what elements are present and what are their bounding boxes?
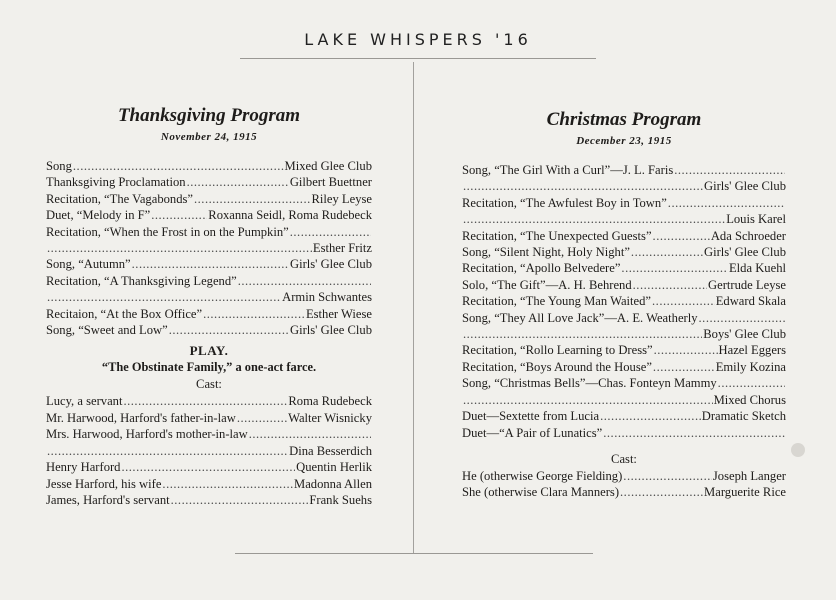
line-label: Song, “Autumn”	[46, 257, 131, 272]
program-line	[462, 425, 786, 441]
program-line	[462, 277, 786, 293]
program-line	[462, 260, 786, 276]
top-rule	[240, 58, 596, 59]
line-label: Duet—Sextette from Lucia	[462, 409, 600, 424]
christmas-program	[462, 108, 786, 501]
line-value: Madonna Allen	[294, 476, 372, 491]
line-value: Louis Karel	[726, 212, 786, 227]
dot-leader	[238, 273, 371, 289]
christmas-title: Christmas Program	[546, 109, 702, 130]
line-label: Recitation, “The Awfulest Boy in Town”	[462, 195, 667, 210]
dot-leader	[463, 392, 713, 408]
line-label: Duet—“A Pair of Lunatics”	[462, 425, 603, 440]
dot-leader	[621, 260, 728, 276]
dot-leader	[73, 158, 284, 174]
program-line	[46, 240, 372, 256]
play-heading: PLAY.	[189, 343, 229, 359]
line-label: Song, “They All Love Jack”—A. E. Weatherly	[462, 310, 698, 325]
program-line	[462, 310, 786, 326]
line-value: Girls' Glee Club	[289, 323, 372, 338]
line-value: Frank Suehs	[309, 492, 372, 507]
program-line	[462, 228, 786, 244]
program-line	[462, 162, 786, 178]
program-line	[46, 306, 372, 322]
thanksgiving-title: Thanksgiving Program	[117, 105, 301, 126]
line-label: She (otherwise Clara Manners)	[462, 485, 620, 500]
line-label: Lucy, a servant	[46, 394, 123, 409]
program-line	[46, 191, 372, 207]
dot-leader	[171, 492, 309, 508]
dot-leader	[633, 277, 707, 293]
line-value: Girls' Glee Club	[703, 245, 786, 260]
thanksgiving-date: November 24, 1915	[160, 131, 258, 143]
line-value: Emily Kozina	[715, 359, 786, 374]
line-label: He (otherwise George Fielding)	[462, 468, 623, 483]
program-line	[46, 256, 372, 272]
program-line	[462, 468, 786, 484]
program-line	[462, 178, 786, 194]
thanksgiving-items	[46, 158, 372, 338]
dot-leader	[47, 443, 288, 459]
line-value: Elda Kuehl	[728, 261, 786, 276]
program-line	[46, 443, 372, 459]
line-value: Riley Leyse	[311, 191, 372, 206]
program-line	[46, 224, 372, 240]
dot-leader	[623, 468, 712, 484]
dot-leader	[653, 228, 710, 244]
sketch-cast-list	[462, 468, 786, 501]
line-value: Girls' Glee Club	[703, 179, 786, 194]
dot-leader	[47, 240, 312, 256]
line-value: Hazel Eggers	[718, 343, 786, 358]
page-header: LAKE WHISPERS '16	[304, 30, 532, 49]
paper-spot	[791, 443, 805, 457]
dot-leader	[699, 310, 785, 326]
play-subtitle: “The Obstinate Family,” a one-act farce.	[101, 360, 317, 375]
dot-leader	[187, 174, 289, 190]
program-line	[46, 207, 372, 223]
dot-leader	[653, 359, 715, 375]
dot-leader	[132, 256, 289, 272]
line-value: Walter Wisnicky	[288, 410, 372, 425]
sketch-cast-heading: Cast:	[611, 451, 637, 466]
line-label: Mrs. Harwood, Harford's mother-in-law	[46, 427, 248, 442]
line-label: Recitation, “The Young Man Waited”	[462, 294, 652, 309]
line-label: Recitation, “The Vagabonds”	[46, 191, 193, 206]
program-line	[46, 273, 372, 289]
program-line	[46, 476, 372, 492]
line-value: Roxanna Seidl, Roma Rudebeck	[208, 208, 372, 223]
program-line	[462, 392, 786, 408]
line-label: Song, “Christmas Bells”—Chas. Fonteyn Mammy	[462, 376, 717, 391]
program-line	[462, 326, 786, 342]
program-line	[462, 244, 786, 260]
program-line	[46, 158, 372, 174]
dot-leader	[121, 459, 295, 475]
dot-leader	[631, 244, 703, 260]
program-line	[462, 195, 786, 211]
line-label: Mr. Harwood, Harford's father-in-law	[46, 410, 236, 425]
line-value: Edward Skala	[715, 294, 786, 309]
line-label: Recitation, “Boys Around the House”	[462, 359, 652, 374]
line-value: Dramatic Sketch	[701, 409, 786, 424]
program-line	[462, 211, 786, 227]
line-label: Jesse Harford, his wife	[46, 476, 162, 491]
program-line	[46, 492, 372, 508]
dot-leader	[169, 322, 289, 338]
line-label: Duet, “Melody in F”	[46, 208, 151, 223]
program-line	[46, 393, 372, 409]
line-value: Mixed Chorus	[713, 392, 786, 407]
dot-leader	[620, 484, 703, 500]
line-label: Song, “Sweet and Low”	[46, 323, 168, 338]
christmas-items	[462, 162, 786, 441]
dot-leader	[162, 476, 293, 492]
dot-leader	[600, 408, 701, 424]
dot-leader	[603, 425, 785, 441]
line-label: Song	[46, 159, 72, 173]
christmas-date: December 23, 1915	[576, 135, 672, 147]
line-value: Roma Rudebeck	[288, 394, 372, 409]
line-value: Gilbert Buettner	[289, 175, 372, 190]
program-line	[462, 408, 786, 424]
program-line	[462, 375, 786, 391]
program-line	[46, 426, 372, 442]
line-label: James, Harford's servant	[46, 492, 170, 507]
program-line	[46, 174, 372, 190]
dot-leader	[194, 191, 310, 207]
program-line	[46, 289, 372, 305]
line-label: Recitation, “Rollo Learning to Dress”	[462, 343, 653, 358]
line-label: Recitation, “A Thanksgiving Legend”	[46, 273, 237, 288]
dot-leader	[203, 306, 305, 322]
bottom-rule	[235, 553, 593, 554]
dot-leader	[151, 207, 207, 223]
line-value: Marguerite Rice	[704, 485, 786, 500]
program-line	[462, 359, 786, 375]
thanksgiving-program	[46, 104, 372, 508]
dot-leader	[668, 195, 785, 211]
dot-leader	[463, 178, 703, 194]
line-value: Mixed Glee Club	[284, 159, 372, 173]
program-line	[462, 484, 786, 500]
line-label: Thanksgiving Proclamation	[46, 175, 186, 190]
line-label: Henry Harford	[46, 460, 121, 475]
program-line	[46, 410, 372, 426]
line-label: Recitation, “The Unexpected Guests”	[462, 228, 652, 243]
line-label: Recitation, “Apollo Belvedere”	[462, 261, 621, 276]
line-label: Recitation, “When the Frost in on the Pumpkin”	[46, 224, 289, 239]
column-divider	[413, 62, 414, 554]
line-label: Song, “The Girl With a Curl”—J. L. Faris	[462, 163, 674, 177]
program-line	[46, 459, 372, 475]
dot-leader	[654, 342, 718, 358]
line-value: Gertrude Leyse	[708, 277, 786, 292]
dot-leader	[463, 211, 725, 227]
line-value: Ada Schroeder	[710, 228, 786, 243]
dot-leader	[652, 293, 715, 309]
line-value: Joseph Langer	[712, 468, 786, 483]
program-line	[462, 342, 786, 358]
line-value: Dina Besserdich	[289, 443, 372, 458]
program-line	[46, 322, 372, 338]
line-value: Girls' Glee Club	[289, 257, 372, 272]
dot-leader	[463, 326, 702, 342]
dot-leader	[290, 224, 371, 240]
line-value: Quentin Herlik	[296, 460, 372, 475]
dot-leader	[123, 393, 287, 409]
line-value: Esther Fritz	[312, 241, 372, 256]
program-line	[462, 293, 786, 309]
dot-leader	[674, 162, 785, 178]
line-label: Recitaion, “At the Box Office”	[46, 306, 203, 321]
line-value: Armin Schwantes	[282, 290, 372, 305]
play-cast-heading: Cast:	[196, 377, 222, 392]
dot-leader	[249, 426, 371, 442]
dot-leader	[47, 289, 281, 305]
line-label: Song, “Silent Night, Holy Night”	[462, 245, 630, 260]
line-value: Boys' Glee Club	[703, 327, 786, 342]
play-cast-list	[46, 393, 372, 508]
dot-leader	[237, 410, 287, 426]
dot-leader	[718, 375, 785, 391]
line-label: Solo, “The Gift”—A. H. Behrend	[462, 277, 632, 292]
line-value: Esther Wiese	[305, 306, 372, 321]
